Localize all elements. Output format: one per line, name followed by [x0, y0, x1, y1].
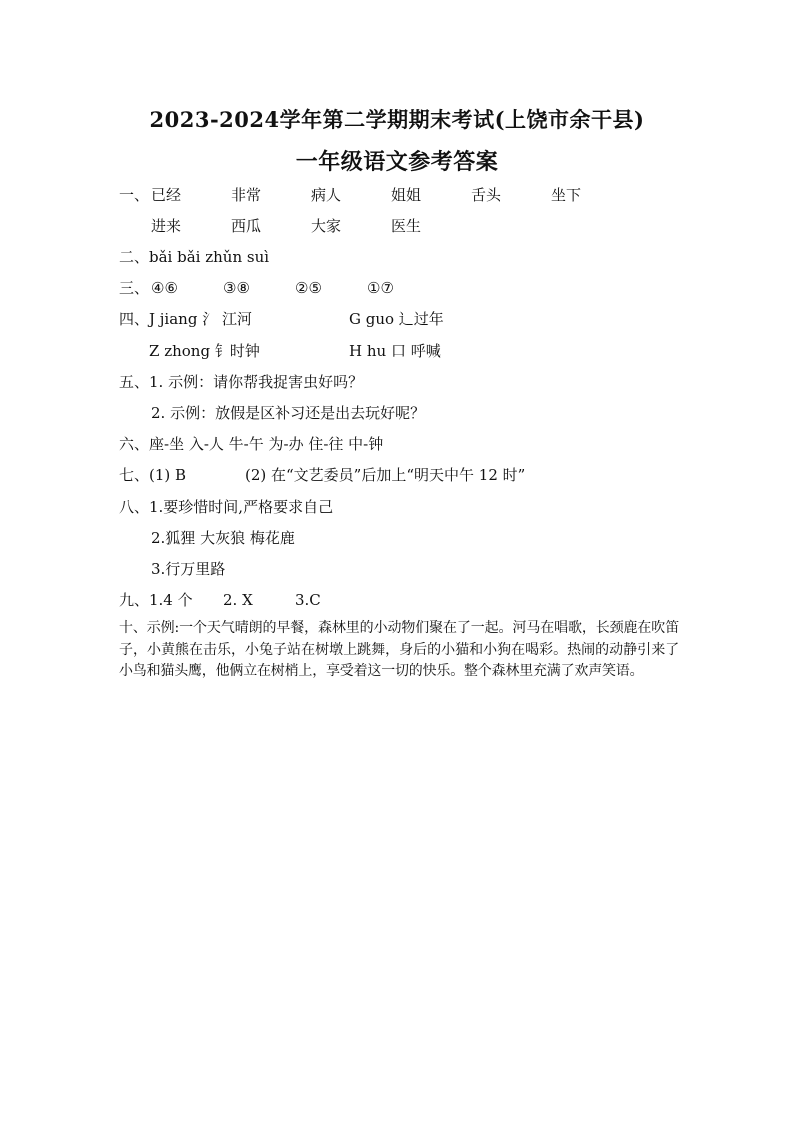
q7-part2: (2) 在“文艺委员”后加上“明天中午 12 时” [245, 466, 526, 484]
q1-word: 西瓜 [231, 217, 262, 235]
q4-prefix: 四、 [119, 310, 150, 328]
q1-word: 非常 [231, 186, 262, 204]
answer-q10-paragraph: 十、示例:一个天气晴朗的早餐，森林里的小动物们聚在了一起。河马在唱歌，长颈鹿在吹笛子，小黄熊在击乐，小兔子站在树墩上跳舞，身后的小猫和小狗在喝彩。热闹的动静引来了小鸟和猫头鹰，他俩立在树梢上，享受着这一切的快乐。整个森林里充满了欢声笑语。 [119, 620, 679, 679]
q3-item: ④⑥ [151, 279, 178, 297]
q1-word: 已经 [151, 186, 182, 204]
q9-item: 2. X [223, 591, 253, 609]
q1-word: 病人 [311, 186, 342, 204]
answer-q8-line3: 3.行万里路 [151, 560, 226, 578]
q1-word: 医生 [391, 217, 422, 235]
q4-item: Z zhong 钅时钟 [149, 342, 260, 360]
q4-item: H hu 口 呼喊 [349, 342, 441, 360]
answer-q8-line1: 八、1.要珍惜时间,严格要求自己 [119, 498, 334, 516]
answer-q6: 六、座-坐 入-人 牛-午 为-办 住-往 中-钟 [119, 435, 384, 453]
q9-item: 3.C [295, 591, 321, 609]
q9-item: 九、1.4 个 [119, 591, 193, 609]
q4-item: G guo 辶过年 [349, 310, 444, 328]
answer-q5-line1: 五、1. 示例：请你帮我捉害虫好吗？ [119, 373, 364, 391]
q1-word: 姐姐 [391, 186, 422, 204]
answer-q2: 二、bǎi bǎi zhǔn suì [119, 248, 270, 266]
q3-item: ③⑧ [223, 279, 250, 297]
q1-word: 舌头 [471, 186, 502, 204]
q3-item: ①⑦ [367, 279, 394, 297]
q1-word: 大家 [311, 217, 342, 235]
q4-item: J jiang 氵 江河 [149, 310, 252, 328]
page-title: 2023-2024学年第二学期期末考试(上饶市余干县) [149, 107, 645, 132]
q1-word: 进来 [151, 217, 182, 235]
q7-part1: 七、(1) B [119, 466, 187, 484]
q1-word: 坐下 [551, 186, 582, 204]
q3-prefix: 三、 [119, 279, 150, 297]
page-subtitle: 一年级语文参考答案 [295, 149, 499, 175]
q3-item: ②⑤ [295, 279, 322, 297]
q1-prefix: 一、 [119, 186, 150, 204]
answer-q8-line2: 2.狐狸 大灰狼 梅花鹿 [151, 529, 295, 547]
answer-q5-line2: 2. 示例：放假是区补习还是出去玩好呢？ [151, 404, 426, 422]
